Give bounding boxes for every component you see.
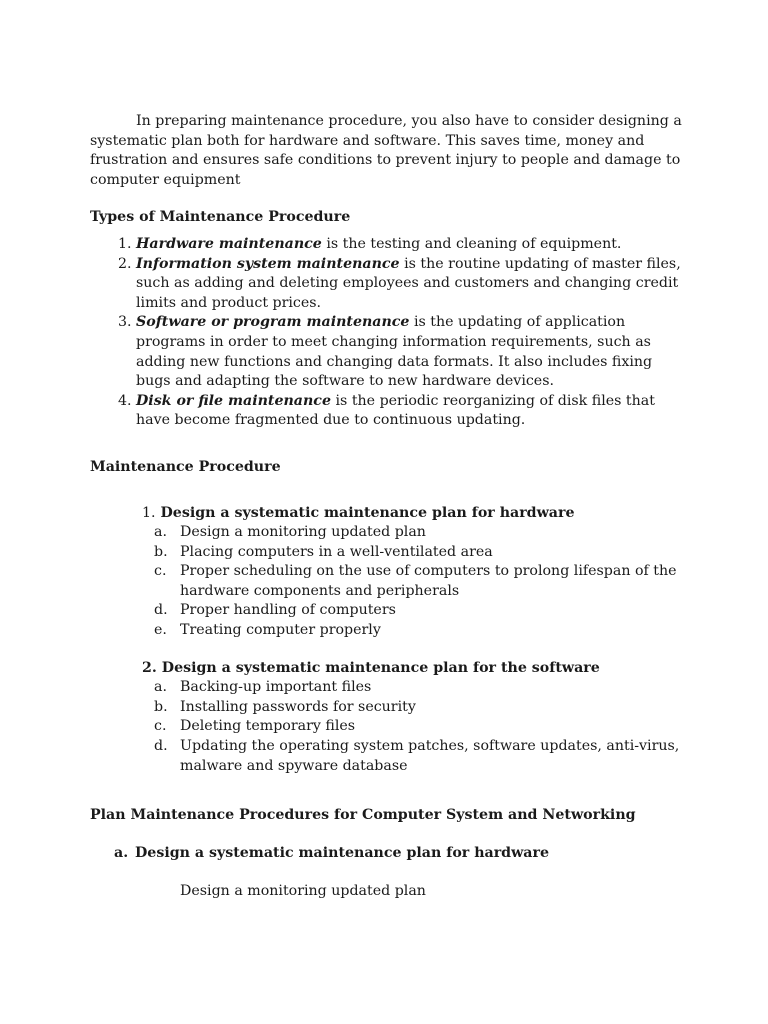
plan-title-text: Design a systematic maintenance plan for the software: [161, 659, 600, 676]
list-item: [136, 313, 690, 391]
item-marker: e.: [154, 622, 167, 639]
item-text: Treating computer properly: [180, 622, 381, 639]
item-marker: b.: [154, 543, 168, 560]
plan-title: [142, 659, 690, 679]
types-heading: Types of Maintenance Procedure: [90, 209, 351, 226]
software-plan-items: [90, 678, 690, 776]
list-item: [154, 562, 690, 601]
hardware-plan-items: [90, 523, 690, 641]
list-item: [154, 737, 690, 776]
list-item: [154, 601, 690, 621]
item-marker: c.: [154, 563, 167, 580]
item-marker: a.: [154, 524, 167, 541]
list-item: [154, 698, 690, 718]
list-item: [154, 717, 690, 737]
item-text: Deleting temporary files: [180, 718, 356, 735]
document-page: [90, 112, 690, 902]
type-description: is the routine updating of master files, such as adding and deleting employees and customers and changing credit limits and product prices.: [136, 255, 681, 311]
item-marker: a.: [154, 679, 167, 696]
list-item: [154, 523, 690, 543]
item-text: Installing passwords for security: [180, 698, 416, 715]
plan-title: [142, 504, 690, 524]
list-item: [136, 235, 690, 255]
sub-heading-marker: a.: [114, 844, 129, 861]
item-marker: d.: [154, 738, 168, 755]
type-term: Software or program maintenance: [136, 314, 410, 331]
item-marker: d.: [154, 602, 168, 619]
hardware-plan: [90, 504, 690, 641]
plan-title-text: Design a systematic maintenance plan for hardware: [160, 504, 575, 521]
list-item: [154, 543, 690, 563]
item-text: Design a monitoring updated plan: [180, 524, 426, 541]
list-item: [136, 255, 690, 314]
software-plan: [90, 659, 690, 777]
list-item: [136, 392, 690, 431]
type-term: Hardware maintenance: [136, 235, 322, 252]
type-description: is the updating of application programs in order to meet changing information requirements, such as adding new functions and changing data formats. It also includes fixing bugs and adapting the software to new hardware devices.: [136, 314, 653, 390]
item-marker: b.: [154, 698, 168, 715]
item-text: Proper scheduling on the use of computers to prolong lifespan of the hardware components and peripherals: [180, 563, 677, 599]
item-text: Backing-up important files: [180, 679, 372, 696]
item-marker: c.: [154, 718, 167, 735]
plan-maintenance-heading: Plan Maintenance Procedures for Computer System and Networking: [90, 807, 636, 824]
item-text: Placing computers in a well-ventilated area: [180, 543, 493, 560]
list-item: [154, 621, 690, 641]
type-description: is the periodic reorganizing of disk files that have become fragmented due to continuous updating.: [136, 392, 655, 429]
sub-heading: [114, 844, 690, 864]
type-description: is the testing and cleaning of equipment.: [321, 235, 622, 252]
type-term: Information system maintenance: [136, 255, 400, 272]
sub-heading-text: Design a systematic maintenance plan for hardware: [135, 844, 550, 861]
plan-number: 1.: [142, 504, 156, 521]
type-term: Disk or file maintenance: [136, 392, 331, 409]
types-list: [90, 235, 690, 431]
procedure-heading: Maintenance Procedure: [90, 458, 281, 475]
item-text: Updating the operating system patches, software updates, anti-virus, malware and spyware database: [180, 738, 680, 774]
item-text: Proper handling of computers: [180, 602, 396, 619]
monitoring-plan-line: Design a monitoring updated plan: [180, 883, 426, 900]
intro-paragraph: In preparing maintenance procedure, you also have to consider designing a systematic plan both for hardware and software. This saves time, money and frustration and ensures safe conditions to prevent injury to people and damage to computer equipment: [90, 113, 682, 188]
list-item: [154, 678, 690, 698]
plan-number: 2.: [142, 659, 157, 676]
